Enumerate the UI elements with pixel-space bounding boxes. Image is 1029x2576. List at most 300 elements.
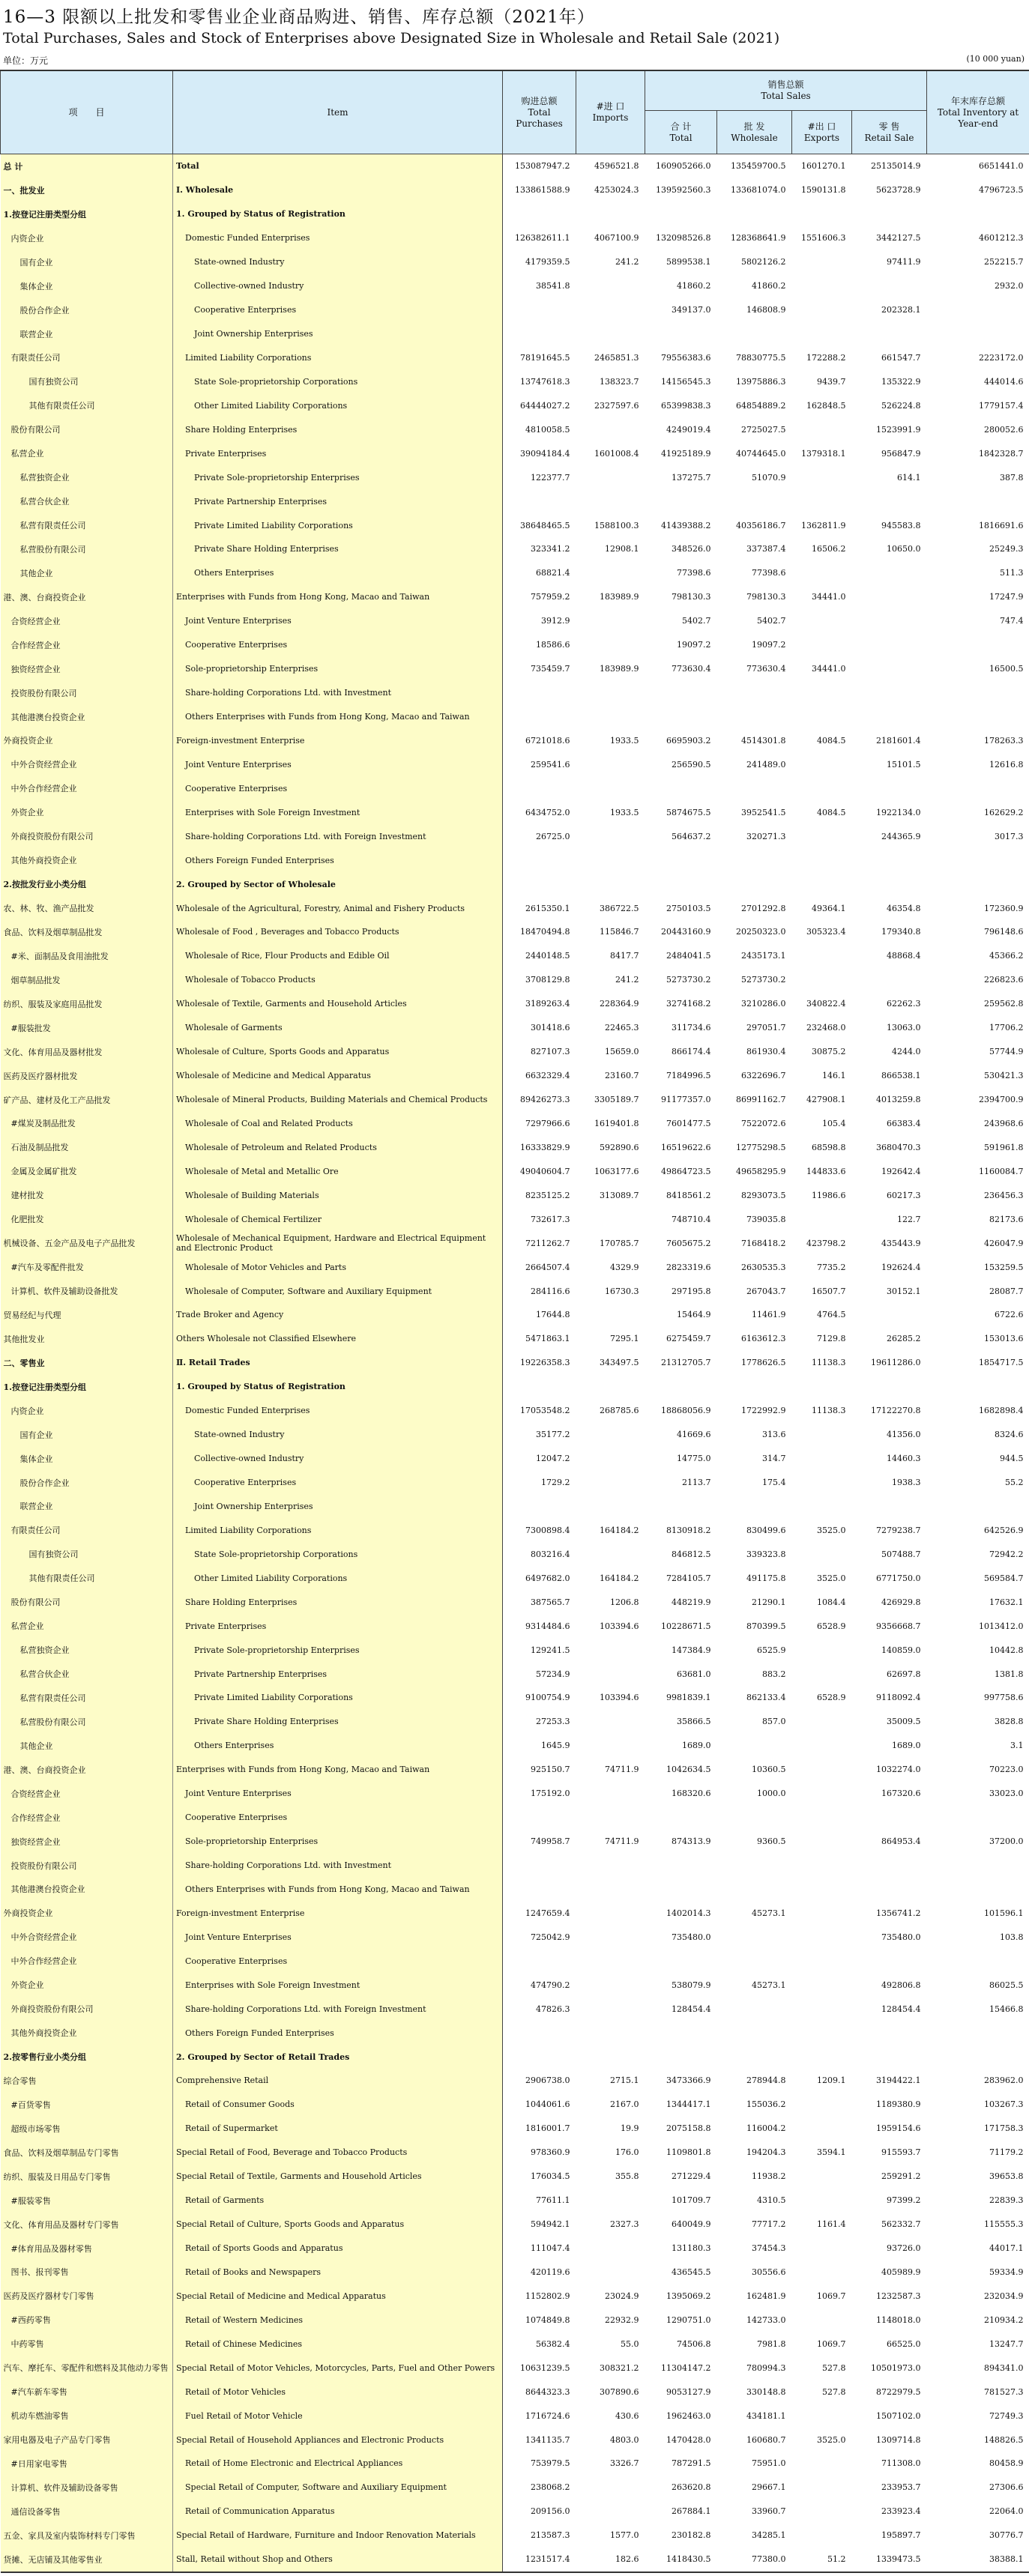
cell-inventory <box>927 705 1029 729</box>
table-row <box>1 369 1029 393</box>
cell-sales-wholesale: 128368641.9 <box>717 226 792 250</box>
row-label-zh: #服装批发 <box>1 1016 173 1040</box>
cell-exports <box>792 824 852 848</box>
cell-exports <box>792 2165 852 2189</box>
table-row <box>1 1471 1029 1495</box>
cell-inventory: 252215.7 <box>927 250 1029 274</box>
row-label-en: Private Share Holding Enterprises <box>173 537 503 561</box>
cell-sales-wholesale: 33960.7 <box>717 2500 792 2524</box>
cell-sales-wholesale: 9360.5 <box>717 1830 792 1854</box>
table-row <box>1 1806 1029 1830</box>
cell-retail-sale: 1232587.3 <box>852 2284 927 2308</box>
cell-exports <box>792 250 852 274</box>
cell-retail-sale <box>852 274 927 298</box>
cell-inventory: 3828.8 <box>927 1710 1029 1734</box>
row-label-en: Cooperative Enterprises <box>173 633 503 657</box>
table-row <box>1 920 1029 944</box>
cell-sales-total: 349137.0 <box>645 298 717 322</box>
row-label-en: Total <box>173 154 503 178</box>
cell-sales-wholesale: 7168418.2 <box>717 1231 792 1255</box>
cell-purchases: 26725.0 <box>503 824 576 848</box>
row-label-en: Other Limited Liability Corporations <box>173 393 503 417</box>
cell-purchases: 78191645.5 <box>503 346 576 370</box>
cell-exports: 11986.6 <box>792 1183 852 1207</box>
cell-sales-wholesale: 870399.5 <box>717 1614 792 1638</box>
cell-retail-sale: 8722979.5 <box>852 2380 927 2404</box>
cell-inventory: 444014.6 <box>927 369 1029 393</box>
table-body <box>1 154 1029 2572</box>
cell-inventory <box>927 872 1029 896</box>
cell-sales-wholesale: 175.4 <box>717 1471 792 1495</box>
table-title-en: Total Purchases, Sales and Stock of Enterprises above Designated Size in Wholesale and Retail Sale (2021) <box>3 30 780 46</box>
cell-inventory: 178263.3 <box>927 729 1029 753</box>
cell-sales-wholesale: 30556.6 <box>717 2261 792 2285</box>
cell-inventory: 33023.0 <box>927 1782 1029 1806</box>
cell-retail-sale: 192642.4 <box>852 1159 927 1183</box>
cell-sales-total <box>645 681 717 705</box>
cell-sales-wholesale: 41860.2 <box>717 274 792 298</box>
cell-sales-wholesale: 194204.3 <box>717 2141 792 2165</box>
cell-sales-wholesale: 434181.1 <box>717 2404 792 2428</box>
row-label-en: Wholesale of Garments <box>173 1016 503 1040</box>
cell-exports: 1590131.8 <box>792 178 852 202</box>
table-row <box>1 441 1029 465</box>
row-label-en: Special Retail of Motor Vehicles, Motorcycles, Parts, Fuel and Other Powers <box>173 2356 503 2380</box>
cell-sales-total <box>645 322 717 346</box>
row-label-en: Retail of Chinese Medicines <box>173 2332 503 2356</box>
cell-retail-sale: 1959154.6 <box>852 2117 927 2141</box>
table-row <box>1 2452 1029 2476</box>
row-label-zh: 农、林、牧、渔产品批发 <box>1 896 173 920</box>
row-label-en: Wholesale of Computer, Software and Auxiliary Equipment <box>173 1279 503 1303</box>
table-row <box>1 1925 1029 1949</box>
cell-sales-wholesale <box>717 1997 792 2021</box>
cell-purchases <box>503 1806 576 1830</box>
cell-exports: 11138.3 <box>792 1351 852 1375</box>
cell-exports <box>792 489 852 513</box>
cell-sales-total: 256590.5 <box>645 752 717 776</box>
cell-sales-wholesale: 1000.0 <box>717 1782 792 1806</box>
cell-imports: 164184.2 <box>576 1518 645 1542</box>
table-row <box>1 2356 1029 2380</box>
cell-inventory: 591961.8 <box>927 1135 1029 1159</box>
cell-inventory: 27306.6 <box>927 2476 1029 2500</box>
row-label-en: Limited Liability Corporations <box>173 1518 503 1542</box>
cell-sales-total: 773630.4 <box>645 657 717 681</box>
cell-imports <box>576 322 645 346</box>
row-label-en: Other Limited Liability Corporations <box>173 1566 503 1590</box>
row-label-en: Retail of Sports Goods and Apparatus <box>173 2237 503 2261</box>
table-row <box>1 1303 1029 1327</box>
cell-retail-sale: 2181601.4 <box>852 729 927 753</box>
cell-retail-sale: 4244.0 <box>852 1040 927 1064</box>
cell-sales-wholesale: 5273730.2 <box>717 968 792 992</box>
cell-exports <box>792 2117 852 2141</box>
cell-sales-wholesale: 40744645.0 <box>717 441 792 465</box>
cell-purchases: 725042.9 <box>503 1925 576 1949</box>
cell-inventory: 72749.3 <box>927 2404 1029 2428</box>
cell-purchases: 129241.5 <box>503 1638 576 1662</box>
row-label-zh: 建材批发 <box>1 1183 173 1207</box>
row-label-en: Sole-proprietorship Enterprises <box>173 657 503 681</box>
cell-purchases: 153087947.2 <box>503 154 576 178</box>
cell-sales-total: 6695903.2 <box>645 729 717 753</box>
cell-exports <box>792 274 852 298</box>
cell-inventory <box>927 2045 1029 2069</box>
row-label-en: Joint Ownership Enterprises <box>173 322 503 346</box>
cell-sales-wholesale: 19097.2 <box>717 633 792 657</box>
cell-imports: 308321.2 <box>576 2356 645 2380</box>
cell-retail-sale: 14460.3 <box>852 1447 927 1471</box>
cell-purchases: 5471863.1 <box>503 1327 576 1351</box>
cell-sales-total: 139592560.3 <box>645 178 717 202</box>
cell-sales-total: 10228671.5 <box>645 1614 717 1638</box>
table-row <box>1 2524 1029 2548</box>
cell-purchases: 39094184.4 <box>503 441 576 465</box>
cell-purchases: 1231517.4 <box>503 2548 576 2572</box>
cell-sales-total: 101709.7 <box>645 2189 717 2213</box>
cell-sales-total: 798130.3 <box>645 585 717 609</box>
row-label-zh: 集体企业 <box>1 274 173 298</box>
cell-exports: 527.8 <box>792 2380 852 2404</box>
cell-sales-wholesale: 21290.1 <box>717 1590 792 1614</box>
cell-inventory: 1682898.4 <box>927 1399 1029 1423</box>
cell-purchases <box>503 848 576 872</box>
cell-exports <box>792 705 852 729</box>
cell-imports: 164184.2 <box>576 1566 645 1590</box>
cell-sales-total: 2750103.5 <box>645 896 717 920</box>
table-row <box>1 1638 1029 1662</box>
row-label-zh: 纺织、服装及日用品专门零售 <box>1 2165 173 2189</box>
cell-imports: 103394.6 <box>576 1614 645 1638</box>
cell-purchases <box>503 2021 576 2045</box>
cell-retail-sale: 62697.8 <box>852 1662 927 1686</box>
cell-purchases: 1044061.6 <box>503 2093 576 2117</box>
cell-imports: 430.6 <box>576 2404 645 2428</box>
cell-sales-wholesale: 12775298.5 <box>717 1135 792 1159</box>
cell-sales-total <box>645 872 717 896</box>
row-label-zh: 其他有限责任公司 <box>1 393 173 417</box>
cell-imports <box>576 1495 645 1519</box>
cell-retail-sale <box>852 872 927 896</box>
cell-imports: 23160.7 <box>576 1064 645 1088</box>
row-label-zh: 2.按批发行业小类分组 <box>1 872 173 896</box>
cell-purchases: 8644323.3 <box>503 2380 576 2404</box>
cell-imports: 241.2 <box>576 250 645 274</box>
cell-inventory: 232034.9 <box>927 2284 1029 2308</box>
cell-sales-wholesale: 11461.9 <box>717 1303 792 1327</box>
cell-retail-sale: 435443.9 <box>852 1231 927 1255</box>
cell-inventory <box>927 681 1029 705</box>
cell-sales-wholesale: 1778626.5 <box>717 1351 792 1375</box>
table-row <box>1 2380 1029 2404</box>
cell-exports <box>792 2524 852 2548</box>
cell-inventory: 210934.2 <box>927 2308 1029 2332</box>
cell-sales-total: 538079.9 <box>645 1973 717 1997</box>
cell-sales-wholesale <box>717 1878 792 1902</box>
cell-retail-sale: 122.7 <box>852 1207 927 1231</box>
cell-inventory: 17632.1 <box>927 1590 1029 1614</box>
cell-retail-sale: 1148018.0 <box>852 2308 927 2332</box>
cell-exports: 3594.1 <box>792 2141 852 2165</box>
cell-retail-sale <box>852 609 927 633</box>
row-label-zh: 外商投资股份有限公司 <box>1 1997 173 2021</box>
cell-exports: 4084.5 <box>792 800 852 824</box>
cell-inventory: 1013412.0 <box>927 1614 1029 1638</box>
cell-sales-total: 41669.6 <box>645 1423 717 1447</box>
cell-sales-wholesale: 37454.3 <box>717 2237 792 2261</box>
cell-sales-wholesale: 773630.4 <box>717 657 792 681</box>
table-row <box>1 1207 1029 1231</box>
row-label-zh: 私营独资企业 <box>1 1638 173 1662</box>
table-row <box>1 872 1029 896</box>
cell-sales-total: 267884.1 <box>645 2500 717 2524</box>
cell-sales-wholesale: 6163612.3 <box>717 1327 792 1351</box>
cell-sales-total: 74506.8 <box>645 2332 717 2356</box>
cell-exports: 9439.7 <box>792 369 852 393</box>
cell-sales-total: 41439388.2 <box>645 513 717 537</box>
row-label-zh: 股份有限公司 <box>1 1590 173 1614</box>
table-row <box>1 1710 1029 1734</box>
row-label-zh: 超级市场零售 <box>1 2117 173 2141</box>
header-imports: #进 口 Imports <box>576 70 645 154</box>
row-label-en: Cooperative Enterprises <box>173 298 503 322</box>
cell-sales-wholesale: 739035.8 <box>717 1207 792 1231</box>
cell-inventory: 426047.9 <box>927 1231 1029 1255</box>
cell-sales-total: 5273730.2 <box>645 968 717 992</box>
cell-sales-total: 3473366.9 <box>645 2069 717 2093</box>
cell-retail-sale: 19611286.0 <box>852 1351 927 1375</box>
table-row <box>1 2500 1029 2524</box>
cell-retail-sale: 179340.8 <box>852 920 927 944</box>
cell-retail-sale <box>852 1949 927 1973</box>
cell-imports <box>576 2476 645 2500</box>
cell-exports <box>792 322 852 346</box>
cell-retail-sale <box>852 489 927 513</box>
row-label-zh: 纺织、服装及家庭用品批发 <box>1 992 173 1016</box>
cell-retail-sale: 202328.1 <box>852 298 927 322</box>
cell-purchases <box>503 1854 576 1878</box>
cell-exports: 1379318.1 <box>792 441 852 465</box>
cell-inventory <box>927 776 1029 800</box>
cell-sales-total <box>645 1495 717 1519</box>
cell-exports <box>792 1447 852 1471</box>
row-label-en: Cooperative Enterprises <box>173 776 503 800</box>
cell-retail-sale <box>852 1806 927 1830</box>
cell-purchases: 18586.6 <box>503 633 576 657</box>
cell-imports <box>576 1207 645 1231</box>
cell-imports: 2167.0 <box>576 2093 645 2117</box>
cell-purchases: 8235125.2 <box>503 1183 576 1207</box>
row-label-en: 2. Grouped by Sector of Wholesale <box>173 872 503 896</box>
cell-exports: 3525.0 <box>792 2428 852 2452</box>
cell-retail-sale: 6771750.0 <box>852 1566 927 1590</box>
cell-imports: 19.9 <box>576 2117 645 2141</box>
cell-exports: 232468.0 <box>792 1016 852 1040</box>
table-row <box>1 2189 1029 2213</box>
cell-exports: 4764.5 <box>792 1303 852 1327</box>
cell-purchases: 238068.2 <box>503 2476 576 2500</box>
row-label-zh: 国有企业 <box>1 250 173 274</box>
cell-purchases: 17644.8 <box>503 1303 576 1327</box>
cell-purchases: 126382611.1 <box>503 226 576 250</box>
cell-retail-sale: 4013259.8 <box>852 1088 927 1112</box>
row-label-zh: #汽车及零配件批发 <box>1 1255 173 1279</box>
cell-sales-total: 63681.0 <box>645 1662 717 1686</box>
cell-sales-total: 1290751.0 <box>645 2308 717 2332</box>
cell-sales-total: 7605675.2 <box>645 1231 717 1255</box>
row-label-zh: 私营股份有限公司 <box>1 1710 173 1734</box>
cell-purchases: 17053548.2 <box>503 1399 576 1423</box>
cell-imports <box>576 561 645 585</box>
cell-inventory: 1160084.7 <box>927 1159 1029 1183</box>
row-label-zh: 文化、体育用品及器材专门零售 <box>1 2213 173 2237</box>
cell-inventory: 6722.6 <box>927 1303 1029 1327</box>
row-label-en: Private Enterprises <box>173 441 503 465</box>
cell-inventory: 25249.3 <box>927 537 1029 561</box>
table-row <box>1 1135 1029 1159</box>
cell-exports: 1069.7 <box>792 2332 852 2356</box>
cell-imports: 138323.7 <box>576 369 645 393</box>
row-label-en: 1. Grouped by Status of Registration <box>173 202 503 226</box>
cell-inventory: 153013.6 <box>927 1327 1029 1351</box>
cell-purchases: 757959.2 <box>503 585 576 609</box>
cell-inventory: 39653.8 <box>927 2165 1029 2189</box>
cell-sales-wholesale: 11938.2 <box>717 2165 792 2189</box>
row-label-zh: 图书、报刊零售 <box>1 2261 173 2285</box>
cell-sales-total: 2823319.6 <box>645 1255 717 1279</box>
table-row <box>1 2332 1029 2356</box>
cell-sales-wholesale <box>717 1949 792 1973</box>
cell-exports: 4084.5 <box>792 729 852 753</box>
row-label-en: Wholesale of Coal and Related Products <box>173 1112 503 1136</box>
cell-inventory: 283962.0 <box>927 2069 1029 2093</box>
cell-sales-total: 15464.9 <box>645 1303 717 1327</box>
cell-imports: 1063177.6 <box>576 1159 645 1183</box>
cell-inventory: 280052.6 <box>927 417 1029 441</box>
row-label-en: Fuel Retail of Motor Vehicle <box>173 2404 503 2428</box>
cell-sales-wholesale <box>717 1495 792 1519</box>
cell-imports: 170785.7 <box>576 1231 645 1255</box>
cell-retail-sale: 3442127.5 <box>852 226 927 250</box>
cell-sales-wholesale <box>717 1734 792 1758</box>
cell-sales-wholesale: 313.6 <box>717 1423 792 1447</box>
cell-retail-sale: 244365.9 <box>852 824 927 848</box>
cell-sales-total: 230182.8 <box>645 2524 717 2548</box>
cell-imports <box>576 2189 645 2213</box>
cell-inventory <box>927 1495 1029 1519</box>
cell-inventory <box>927 1854 1029 1878</box>
row-label-en: Wholesale of Motor Vehicles and Parts <box>173 1255 503 1279</box>
row-label-en: Trade Broker and Agency <box>173 1303 503 1327</box>
table-row <box>1 1231 1029 1255</box>
header-purchases: 购进总额 Total Purchases <box>503 70 576 154</box>
cell-exports <box>792 2476 852 2500</box>
cell-imports <box>576 872 645 896</box>
cell-imports: 355.8 <box>576 2165 645 2189</box>
cell-purchases: 13747618.3 <box>503 369 576 393</box>
row-label-en: Private Share Holding Enterprises <box>173 1710 503 1734</box>
cell-imports <box>576 1447 645 1471</box>
table-row <box>1 2261 1029 2285</box>
cell-purchases: 6721018.6 <box>503 729 576 753</box>
cell-sales-total: 147384.9 <box>645 1638 717 1662</box>
cell-purchases: 259541.6 <box>503 752 576 776</box>
table-row <box>1 752 1029 776</box>
cell-sales-wholesale: 40356186.7 <box>717 513 792 537</box>
cell-inventory <box>927 848 1029 872</box>
cell-sales-wholesale: 780994.3 <box>717 2356 792 2380</box>
cell-sales-total: 5402.7 <box>645 609 717 633</box>
cell-inventory <box>927 489 1029 513</box>
cell-inventory: 236456.3 <box>927 1183 1029 1207</box>
cell-sales-total: 846812.5 <box>645 1542 717 1566</box>
cell-retail-sale: 562332.7 <box>852 2213 927 2237</box>
cell-purchases: 1816001.7 <box>503 2117 576 2141</box>
row-label-zh: 国有独资公司 <box>1 1542 173 1566</box>
cell-purchases: 1152802.9 <box>503 2284 576 2308</box>
cell-sales-wholesale <box>717 322 792 346</box>
cell-retail-sale <box>852 633 927 657</box>
row-label-en: Joint Ownership Enterprises <box>173 1495 503 1519</box>
row-label-zh: 联营企业 <box>1 322 173 346</box>
cell-inventory <box>927 1375 1029 1399</box>
cell-exports: 30875.2 <box>792 1040 852 1064</box>
cell-sales-total: 5874675.5 <box>645 800 717 824</box>
header-item-en: Item <box>173 70 503 154</box>
cell-retail-sale: 405989.9 <box>852 2261 927 2285</box>
cell-purchases: 133861588.9 <box>503 178 576 202</box>
cell-imports <box>576 1854 645 1878</box>
cell-purchases: 209156.0 <box>503 2500 576 2524</box>
cell-inventory: 796148.6 <box>927 920 1029 944</box>
cell-exports <box>792 2237 852 2261</box>
table-row <box>1 1351 1029 1375</box>
row-label-zh: 1.按登记注册类型分组 <box>1 202 173 226</box>
row-label-zh: 机动车燃油零售 <box>1 2404 173 2428</box>
cell-retail-sale: 128454.4 <box>852 1997 927 2021</box>
cell-purchases: 1645.9 <box>503 1734 576 1758</box>
cell-exports: 16507.7 <box>792 1279 852 1303</box>
cell-inventory: 511.3 <box>927 561 1029 585</box>
table-row <box>1 2165 1029 2189</box>
cell-purchases: 47826.3 <box>503 1997 576 2021</box>
cell-imports: 22465.3 <box>576 1016 645 1040</box>
row-label-zh: #煤炭及制品批发 <box>1 1112 173 1136</box>
cell-sales-total: 735480.0 <box>645 1925 717 1949</box>
table-row <box>1 274 1029 298</box>
row-label-en: Wholesale of Food , Beverages and Tobacco Products <box>173 920 503 944</box>
cell-inventory: 103267.3 <box>927 2093 1029 2117</box>
cell-imports: 176.0 <box>576 2141 645 2165</box>
table-row <box>1 1614 1029 1638</box>
cell-sales-total: 6275459.7 <box>645 1327 717 1351</box>
cell-retail-sale <box>852 681 927 705</box>
cell-exports: 1069.7 <box>792 2284 852 2308</box>
cell-retail-sale: 48868.4 <box>852 944 927 968</box>
cell-retail-sale <box>852 657 927 681</box>
cell-sales-wholesale: 798130.3 <box>717 585 792 609</box>
table-row <box>1 968 1029 992</box>
cell-purchases: 387565.7 <box>503 1590 576 1614</box>
cell-sales-total: 2113.7 <box>645 1471 717 1495</box>
cell-imports: 74711.9 <box>576 1758 645 1782</box>
cell-retail-sale: 97399.2 <box>852 2189 927 2213</box>
row-label-zh: 其他港澳台投资企业 <box>1 705 173 729</box>
table-row <box>1 537 1029 561</box>
row-label-en: Private Limited Liability Corporations <box>173 513 503 537</box>
cell-imports <box>576 2045 645 2069</box>
